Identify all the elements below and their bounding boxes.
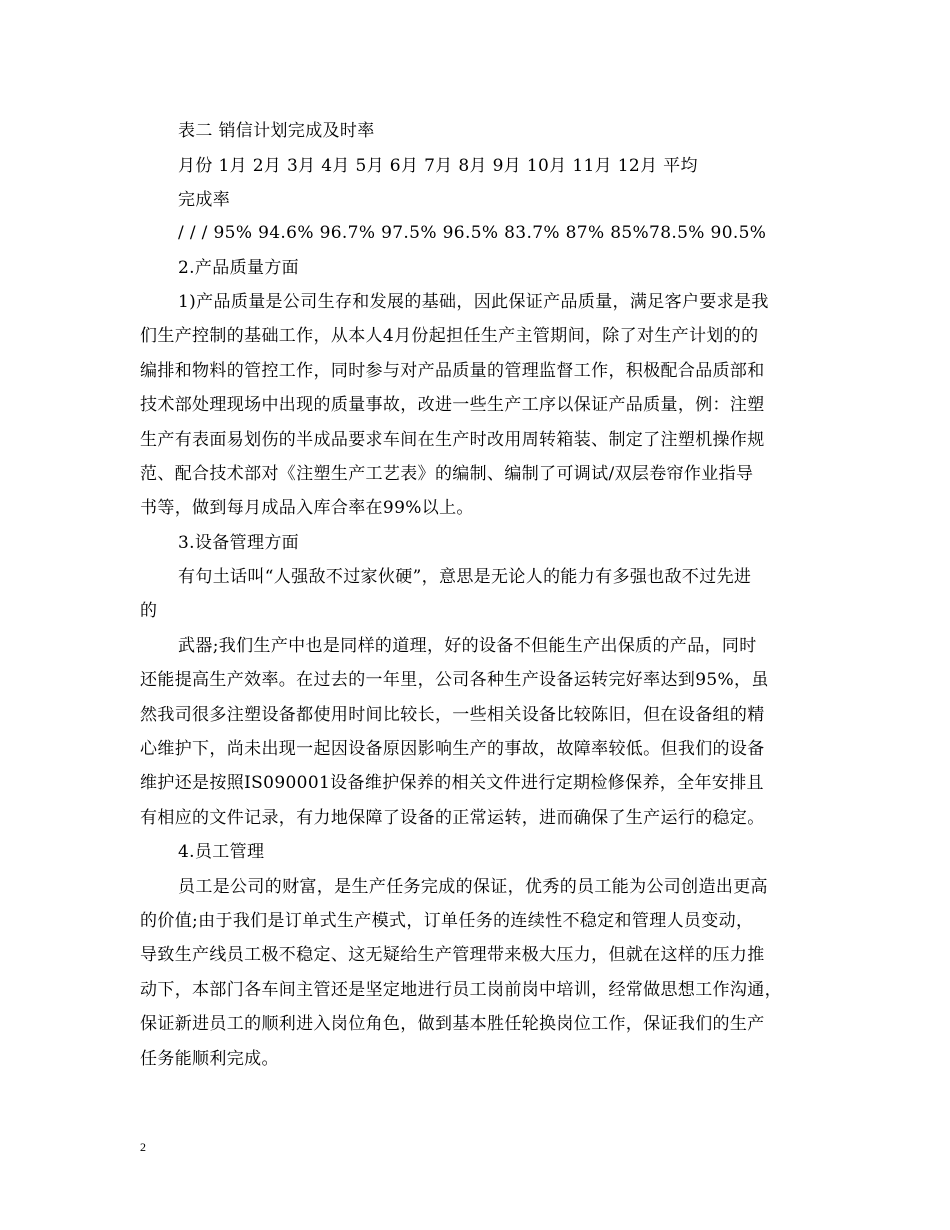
table-header-row: 月份 1月 2月 3月 4月 5月 6月 7月 8月 9月 10月 11月 12月 平均 [178,156,698,176]
paragraph-line: 有相应的文件记录，有力地保障了设备的正常运转，进而确保了生产运行的稳定。 [140,808,765,828]
paragraph-line: 然我司很多注塑设备都使用时间比较长，一些相关设备比较陈旧，但在设备组的精 [140,705,765,725]
paragraph-line: 1)产品质量是公司生存和发展的基础，因此保证产品质量，满足客户要求是我 [178,292,769,312]
table-row-label: 完成率 [178,190,231,210]
paragraph-line: 有句土话叫“人强敌不过家伙硬”，意思是无论人的能力有多强也敌不过先进 [178,567,752,587]
paragraph-line: 任务能顺利完成。 [140,1049,279,1069]
section-heading-staff: 4.员工管理 [178,842,265,862]
paragraph-line: 的 [140,601,158,621]
paragraph-line: 维护还是按照IS090001设备维护保养的相关文件进行定期检修保养，全年安排且 [140,773,764,793]
paragraph-line: 范、配合技术部对《注塑生产工艺表》的编制、编制了可调试/双层卷帘作业指导 [140,464,754,484]
paragraph-line: 生产有表面易划伤的半成品要求车间在生产时改用周转箱装、制定了注塑机操作规 [140,430,765,450]
paragraph-line: 保证新进员工的顺利进入岗位角色，做到基本胜任轮换岗位工作，保证我们的生产 [140,1014,765,1034]
table-values-row: / / / 95% 94.6% 96.7% 97.5% 96.5% 83.7% 87% 85%78.5% 90.5% [178,223,767,243]
page-number: 2 [140,1140,146,1154]
paragraph-line: 员工是公司的财富，是生产任务完成的保证，优秀的员工能为公司创造出更高 [178,877,768,897]
paragraph-line: 导致生产线员工极不稳定、这无疑给生产管理带来极大压力，但就在这样的压力推 [140,945,765,965]
paragraph-line: 的价值;由于我们是订单式生产模式，订单任务的连续性不稳定和管理人员变动， [140,911,754,931]
paragraph-line: 动下，本部门各车间主管还是坚定地进行员工岗前岗中培训，经常做思想工作沟通， [140,980,782,1000]
paragraph-line: 武器;我们生产中也是同样的道理，好的设备不但能生产出保质的产品，同时 [178,636,757,656]
section-heading-equipment: 3.设备管理方面 [178,533,300,553]
section-heading-quality: 2.产品质量方面 [178,258,300,278]
paragraph-line: 们生产控制的基础工作，从本人4月份起担任生产主管期间，除了对生产计划的的 [140,326,759,346]
table-caption: 表二 销信计划完成及时率 [178,121,375,141]
paragraph-line: 编排和物料的管控工作，同时参与对产品质量的管理监督工作，积极配合品质部和 [140,361,765,381]
paragraph-line: 心维护下，尚未出现一起因设备原因影响生产的事故，故障率较低。但我们的设备 [140,739,765,759]
paragraph-line: 还能提高生产效率。在过去的一年里，公司各种生产设备运转完好率达到95%，虽 [140,670,769,690]
paragraph-line: 技术部处理现场中出现的质量事故，改进一些生产工序以保证产品质量，例：注塑 [140,395,765,415]
paragraph-line: 书等，做到每月成品入库合率在99%以上。 [140,498,474,518]
